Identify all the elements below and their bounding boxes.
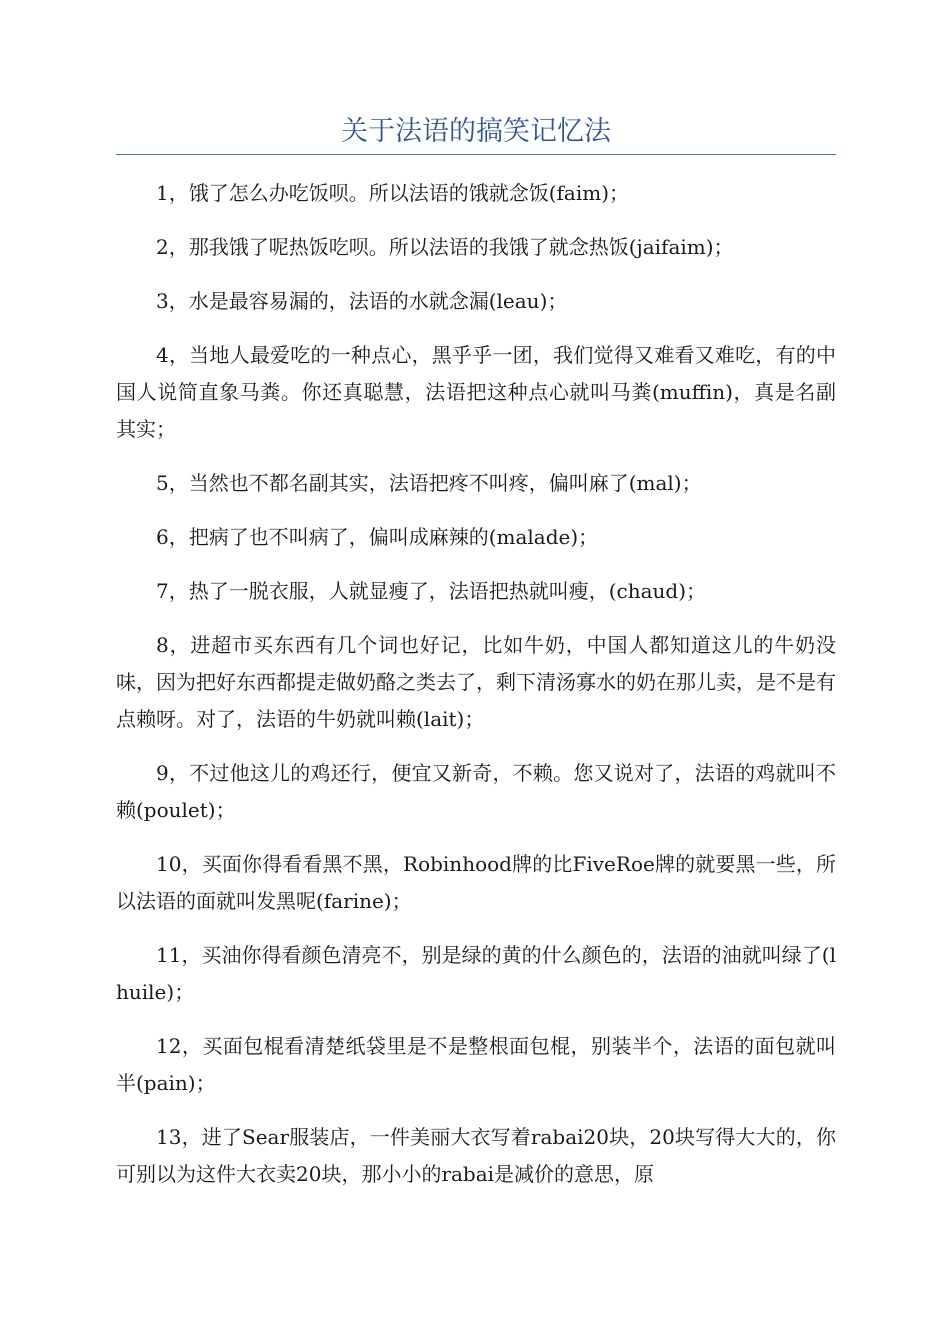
paragraph: 10，买面你得看看黑不黑，Robinhood牌的比FiveRoe牌的就要黑一些，所以法语的面就叫发黑呢(farine)； — [116, 852, 836, 913]
paragraph: 4，当地人最爱吃的一种点心，黑乎乎一团，我们觉得又难看又难吃，有的中国人说简直象马粪。你还真聪慧，法语把这种点心就叫马粪(muffin)，真是名副其实； — [116, 343, 836, 441]
paragraph: 1，饿了怎么办吃饭呗。所以法语的饿就念饭(faim)； — [156, 181, 630, 205]
paragraph: 9，不过他这儿的鸡还行，便宜又新奇，不赖。您又说对了，法语的鸡就叫不赖(poulet)； — [116, 761, 836, 822]
paragraph: 2，那我饿了呢热饭吃呗。所以法语的我饿了就念热饭(jaifaim)； — [156, 235, 734, 259]
paragraph: 8，进超市买东西有几个词也好记，比如牛奶，中国人都知道这儿的牛奶没味，因为把好东西都提走做奶酪之类去了，剩下清汤寡水的奶在那儿卖，是不是有点赖呀。对了，法语的牛奶就叫赖(lait)； — [116, 633, 836, 731]
document-title: 关于法语的搞笑记忆法 — [341, 116, 611, 147]
paragraph: 12，买面包棍看清楚纸袋里是不是整根面包棍，别装半个，法语的面包就叫半(pain)； — [116, 1034, 836, 1095]
title-underline — [116, 154, 836, 155]
document-body — [116, 175, 836, 1210]
paragraph: 13，进了Sear服装店，一件美丽大衣写着rabai20块，20块写得大大的，你可别以为这件大衣卖20块，那小小的rabai是减价的意思，原 — [116, 1125, 836, 1186]
paragraph: 6，把病了也不叫病了，偏叫成麻辣的(malade)； — [156, 525, 599, 549]
paragraph: 3，水是最容易漏的，法语的水就念漏(leau)； — [156, 289, 568, 313]
paragraph: 7，热了一脱衣服，人就显瘦了，法语把热就叫瘦，(chaud)； — [156, 579, 707, 603]
paragraph: 5，当然也不都名副其实，法语把疼不叫疼，偏叫麻了(mal)； — [156, 471, 702, 495]
paragraph: 11，买油你得看颜色清亮不，别是绿的黄的什么颜色的，法语的油就叫绿了(lhuile)； — [116, 943, 836, 1004]
